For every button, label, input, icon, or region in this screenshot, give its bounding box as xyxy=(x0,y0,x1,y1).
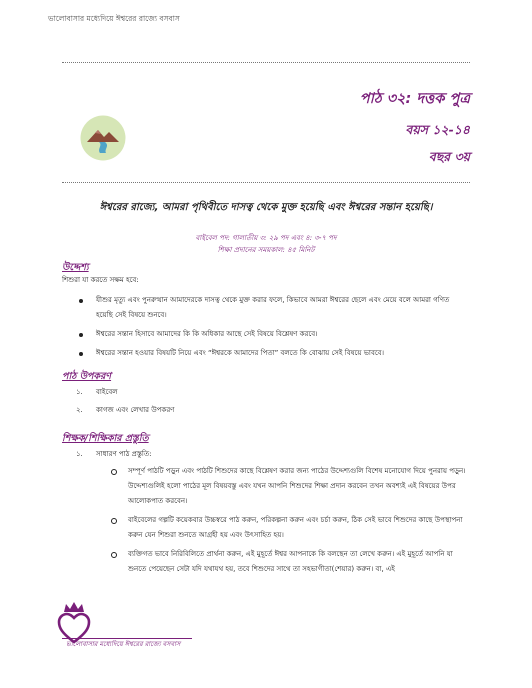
running-header: ভালোবাসার মধ্যেদিয়ে ঈশ্বরের রাজ্যে বসবাস xyxy=(48,14,180,23)
teaching-time: শিক্ষা প্রদানের সময়কাল: ৪৫ মিনিট xyxy=(217,246,315,254)
list-item: সম্পূর্ণ পাঠটি পড়ুন এবং পাঠটি শিশুদের কাছে বিশ্লেষণ করার জন্য পাঠের উদ্দেশ্যগুলি বিশেষ মনোযোগ দিয়ে পুনরায় পড়ুন। উদ্দেশ্যগুলিই হলো পাঠের মূল বিষয়বস্তু এবং যখন আপনি শিশুদের শিক্ষা প্রদান করবেন তখন অবশ্যই এই বিষয়ের উপর আলোকপাত করবেন। xyxy=(128,464,468,509)
top-divider xyxy=(62,62,470,63)
list-item: বাইবেলের গল্পটি কয়েকবার উচ্চস্বরে পাঠ করুন, পরিকল্পনা করুন এবং চর্চা করুন, ঠিক সেই ভাবে শিশুদের কাছে উপস্থাপনা করুন যেন শিশুরা শুনতে আগ্রহী হয় এবং উৎসাহিত হয়। xyxy=(128,513,468,543)
list-number: ১. xyxy=(76,388,83,396)
list-item: বাইবেল xyxy=(96,388,118,396)
objectives-list xyxy=(96,293,466,365)
list-item: ঈশ্বরের সন্তান হিসাবে আমাদের কি কি অধিকার আছে সেই বিষয়ে বিশ্লেষণ করবে। xyxy=(96,327,466,342)
list-item: যীশুর মৃত্যু এবং পুনরুত্থান আমাদেরকে দাসত্ব থেকে মুক্ত করার ফলে, কিভাবে আমরা ঈশ্বরের ছেলে এবং মেয়ে বলে আমরা গণিত হয়েছি সেই বিষয়ে শুনবে। xyxy=(96,293,466,323)
list-number: ১. xyxy=(76,450,83,458)
key-verse: ঈশ্বরের রাজ্যে, আমরা পৃথিবীতে দাসত্ব থেকে মুক্ত হয়েছি এবং ঈশ্বরের সন্তান হয়েছি। xyxy=(99,202,433,213)
preparation-sublist xyxy=(128,464,468,581)
list-item: সাধারণ পাঠ প্রস্তুতি: xyxy=(96,450,152,458)
materials-heading: পাঠ উপকরণ xyxy=(62,371,112,382)
middle-divider xyxy=(62,182,470,183)
list-number: ২. xyxy=(76,406,83,414)
bible-reference: বাইবেল পদ: গালাতীয় ৩: ২৯ পদ এবং ৪: ৩-৭ পদ xyxy=(195,234,337,242)
footer-text: ভালোবাসার মধ্যেদিয়ে ঈশ্বরের রাজ্যে বসবাস xyxy=(66,640,181,648)
age-range: বয়স ১২-১৪ xyxy=(405,122,470,137)
list-item: কাগজ এবং লেখার উপকরণ xyxy=(96,406,175,414)
list-item: ঈশ্বরের সন্তান হওয়ার বিষয়টি নিয়ে এবং “ঈশ্বরকে আমাদের পিতা” বলতে কি বোঝায় সেই বিষয়ে ভাববে। xyxy=(96,346,466,361)
objectives-intro: শিশুরা যা করতে সক্ষম হবে: xyxy=(62,276,139,284)
mountain-river-logo-icon xyxy=(80,115,126,161)
objectives-heading: উদ্দেশ্য xyxy=(62,262,89,273)
list-item: ব্যক্তিগত ভাবে নিরিবিলিতে প্রার্থনা করুন, এই মুহূর্তে ঈশ্বর আপনাকে কি বলছেন তা লেখে করুন। এই মুহূর্তে আপনি যা শুনতে পেয়েছেন সেটা যদি যথাযথ হয়, তবে শিশুদের সাথে তা সহভাগীতা(শেয়ার) করুন। বা, এই xyxy=(128,547,468,577)
year-label: বছর ৩য় xyxy=(428,149,470,164)
lesson-title: পাঠ ৩২: দত্তক পুত্র xyxy=(359,91,470,107)
preparation-heading: শিক্ষক/শিক্ষিকার প্রস্তুতি xyxy=(62,433,149,444)
